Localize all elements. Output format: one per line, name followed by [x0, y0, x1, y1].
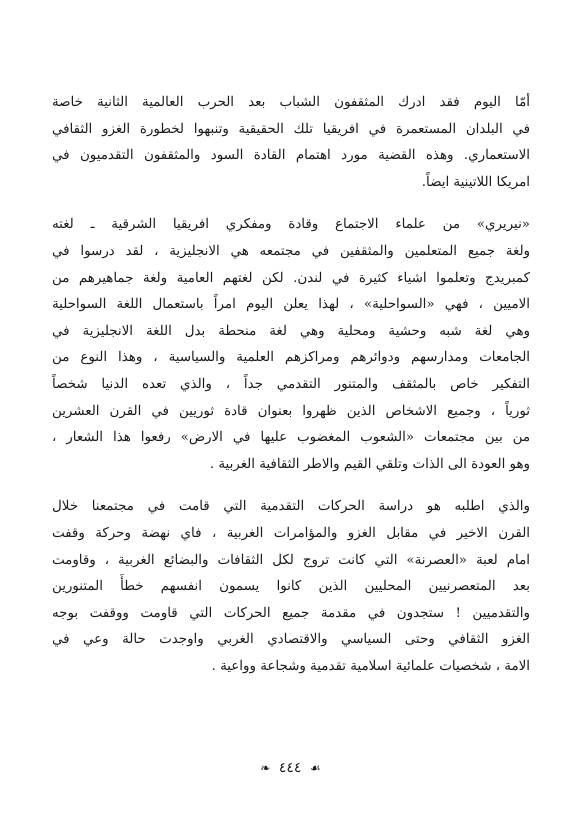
text-line: وهو العودة الى الذات وتلقي القيم والاطر الثقافية الغربية . [209, 456, 530, 472]
text-line: الامة ، شخصيات علمائية اسلامية تقدمية وشجاعة وواعية . [211, 658, 530, 674]
text-line: كمبريدج وتعلموا اشياء كثيرة في لندن. لكن لغتهم العامية ولغة جماهيرهم من [52, 270, 530, 286]
text-line: امريكا اللاتينية ايضاً. [421, 174, 530, 190]
text-line: في البلدان المستعمرة في افريقيا تلك الحقيقية وتنبهوا لخطورة الغزو الثقافي [52, 121, 530, 137]
page-number [0, 760, 581, 776]
paragraph-spacer [52, 196, 530, 212]
text-line: التفكير خاص بالمثقف والمتنور التقدمي جداً ، والذي تعده الدنيا شخصاً [52, 376, 530, 392]
paragraph-3 [52, 494, 530, 680]
text-line: وهي لغة شبه وحشية ومحلية وهي لغة منحطة بدل اللغة الانجليزية في [52, 323, 530, 339]
page-body [52, 90, 530, 680]
ornament-icon: ☙ [309, 761, 321, 775]
text-line: «نيريري» من علماء الاجتماع وقادة ومفكري افريقيا الشرقية ـ لغته [52, 217, 530, 233]
text-line: ثورياً ، وجميع الاشخاص الذين ظهروا بعنوان قادة ثوريين في القرن العشرين [52, 403, 530, 419]
paragraph-2 [52, 212, 530, 478]
paragraph-spacer [52, 478, 530, 494]
text-line: ولغة جميع المتعلمين والمثقفين في مجتمعه هي الانجليزية ، لقد درسوا في [52, 243, 530, 259]
text-line: أمّا اليوم فقد ادرك المثقفون الشباب بعد الحرب العالمية الثانية خاصة [52, 95, 530, 110]
text-line: امام لعبة «العصرنة» التي كانت تروج لكل الثقافات والبضائع الغربية ، وقاومت [52, 552, 530, 568]
text-line: الاستعماري. وهذه القضية مورد اهتمام القادة السود والمثقفون التقدميون في [52, 148, 530, 164]
text-line: والتقدميين ! ستجدون في مقدمة جميع الحركات التي قاومت ووقفت بوجه [52, 605, 530, 621]
text-line: القرن الاخير في مقابل الغزو والمؤامرات الغربية ، فاي نهضة وحركة وقفت [52, 525, 530, 541]
text-line: الغزو الثقافي وحتى السياسي والاقتصادي الغربي واوجدت حالة وعي في [52, 632, 530, 648]
text-line: والذي اطلبه هو دراسة الحركات التقدمية التي قامت في مجتمعنا خلال [52, 499, 530, 515]
text-line: الجامعات ومدارسهم ودوائرهم ومراكزهم العلمية والسياسية ، وهذا النوع من [52, 350, 530, 366]
ornament-icon: ❧ [260, 761, 271, 775]
text-line: الاميين ، فهي «السواحلية» ، لهذا يعلن اليوم امراً باستعمال اللغة السواحلية [52, 297, 530, 313]
page-number-text: ٤٤٤ [278, 760, 302, 776]
paragraph-1 [52, 90, 530, 196]
text-line: بعد المتعصرنيين المحليين الذين كانوا يسمون انفسهم خطأً المتنورين [52, 579, 530, 595]
text-line: من بين مجتمعات «الشعوب المغضوب عليها في الارض» رفعوا هذا الشعار ، [52, 430, 530, 446]
